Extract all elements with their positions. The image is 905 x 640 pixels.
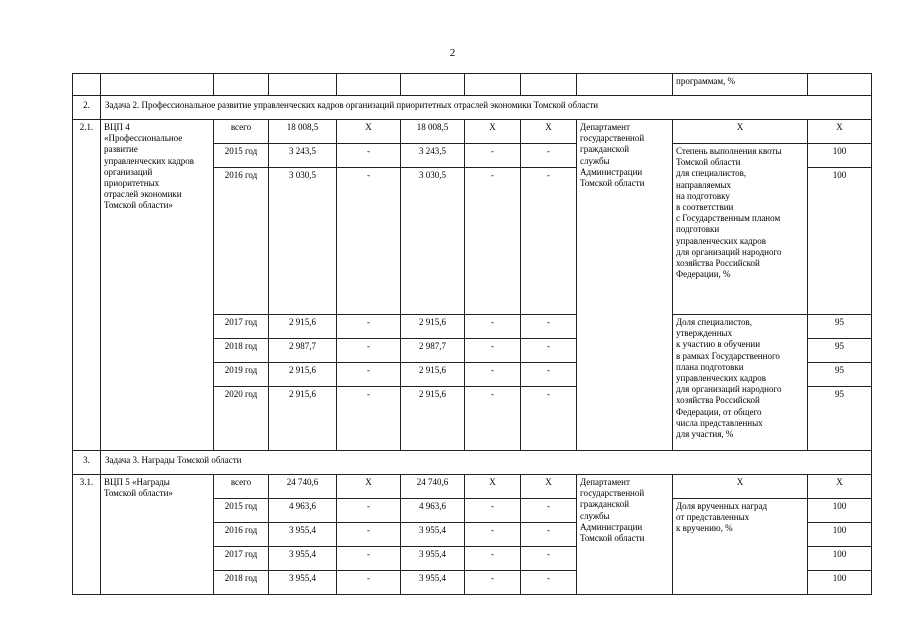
local-cell: - xyxy=(465,363,521,387)
regional-cell: 18 008,5 xyxy=(401,120,465,144)
period-cell: всего xyxy=(214,475,269,499)
total-cell: 2 987,7 xyxy=(269,339,337,363)
extra-cell: X xyxy=(521,120,577,144)
extra-cell: - xyxy=(521,387,577,451)
task-row xyxy=(73,96,872,120)
local-cell: - xyxy=(465,547,521,571)
task-title: Задача 2. Профессиональное развитие управленческих кадров организаций приоритетных отраслей экономики Томской области xyxy=(101,96,872,120)
indicator-cell: X xyxy=(673,120,808,144)
period-cell: 2015 год xyxy=(214,144,269,168)
regional-cell: 3 243,5 xyxy=(401,144,465,168)
executor-cell: Департамент государственной гражданской службы Администрации Томской области xyxy=(577,120,673,451)
extra-cell: - xyxy=(521,315,577,339)
period-cell: 2018 год xyxy=(214,571,269,595)
total-cell: 3 955,4 xyxy=(269,547,337,571)
task-number: 3. xyxy=(73,451,101,475)
page-number: 2 xyxy=(449,47,456,59)
indicator-value: 100 xyxy=(808,571,872,595)
local-cell: - xyxy=(465,168,521,315)
extra-cell: - xyxy=(521,363,577,387)
period-cell: 2015 год xyxy=(214,499,269,523)
period-cell: 2018 год xyxy=(214,339,269,363)
program-number: 2.1. xyxy=(73,120,101,451)
period-cell: 2019 год xyxy=(214,363,269,387)
regional-cell: 24 740,6 xyxy=(401,475,465,499)
program-number: 3.1. xyxy=(73,475,101,595)
indicator-value: 95 xyxy=(808,387,872,451)
program-name: ВЦП 4 «Профессиональное развитие управленческих кадров организаций приоритетных отраслей экономики Томской области» xyxy=(101,120,214,451)
federal-cell: - xyxy=(337,144,401,168)
task-title: Задача 3. Награды Томской области xyxy=(101,451,872,475)
extra-cell: X xyxy=(521,475,577,499)
total-cell: 3 955,4 xyxy=(269,523,337,547)
total-cell: 4 963,6 xyxy=(269,499,337,523)
regional-cell: 2 915,6 xyxy=(401,363,465,387)
federal-cell: - xyxy=(337,547,401,571)
local-cell: - xyxy=(465,315,521,339)
extra-cell: - xyxy=(521,144,577,168)
local-cell: X xyxy=(465,475,521,499)
period-cell: 2016 год xyxy=(214,523,269,547)
indicator-value: 100 xyxy=(808,523,872,547)
table-row xyxy=(73,120,872,144)
total-cell: 3 030,5 xyxy=(269,168,337,315)
extra-cell: - xyxy=(521,523,577,547)
task-number: 2. xyxy=(73,96,101,120)
indicator-cell: программам, % xyxy=(673,74,808,96)
total-cell: 3 955,4 xyxy=(269,571,337,595)
local-cell: X xyxy=(465,120,521,144)
total-cell: 24 740,6 xyxy=(269,475,337,499)
indicator-value: 100 xyxy=(808,547,872,571)
period-cell: 2017 год xyxy=(214,315,269,339)
period-cell: 2016 год xyxy=(214,168,269,315)
regional-cell: 2 915,6 xyxy=(401,315,465,339)
indicator-cell: Степень выполнения квоты Томской области для специалистов, направляемых на подготовку в соответствии с Государственным планом подготовки управленческих кадров для организаций народного хозяйства Российской Федерации, % xyxy=(673,144,808,315)
indicator-value: X xyxy=(808,120,872,144)
federal-cell: - xyxy=(337,523,401,547)
total-cell: 2 915,6 xyxy=(269,387,337,451)
local-cell: - xyxy=(465,387,521,451)
total-cell: 2 915,6 xyxy=(269,363,337,387)
federal-cell: X xyxy=(337,120,401,144)
table-row xyxy=(73,475,872,499)
federal-cell: - xyxy=(337,315,401,339)
regional-cell: 3 955,4 xyxy=(401,571,465,595)
regional-cell: 3 030,5 xyxy=(401,168,465,315)
program-name: ВЦП 5 «Награды Томской области» xyxy=(101,475,214,595)
federal-cell: - xyxy=(337,499,401,523)
extra-cell: - xyxy=(521,547,577,571)
total-cell: 2 915,6 xyxy=(269,315,337,339)
indicator-value: 95 xyxy=(808,363,872,387)
indicator-value: 100 xyxy=(808,499,872,523)
local-cell: - xyxy=(465,571,521,595)
table-row xyxy=(73,74,872,96)
indicator-value: 100 xyxy=(808,144,872,168)
local-cell: - xyxy=(465,339,521,363)
federal-cell: - xyxy=(337,168,401,315)
federal-cell: - xyxy=(337,339,401,363)
local-cell: - xyxy=(465,499,521,523)
extra-cell: - xyxy=(521,571,577,595)
regional-cell: 4 963,6 xyxy=(401,499,465,523)
total-cell: 18 008,5 xyxy=(269,120,337,144)
indicator-cell: X xyxy=(673,475,808,499)
task-row xyxy=(73,451,872,475)
indicator-cell: Доля специалистов, утвержденных к участию в обучении в рамках Государственного плана подготовки управленческих кадров для организаций народного хозяйства Российской Федерации, от общего числа представленных для участия, % xyxy=(673,315,808,451)
indicator-value: 100 xyxy=(808,168,872,315)
program-table xyxy=(72,73,872,595)
federal-cell: - xyxy=(337,363,401,387)
federal-cell: - xyxy=(337,387,401,451)
extra-cell: - xyxy=(521,168,577,315)
executor-cell: Департамент государственной гражданской службы Администрации Томской области xyxy=(577,475,673,595)
period-cell: 2017 год xyxy=(214,547,269,571)
period-cell: 2020 год xyxy=(214,387,269,451)
indicator-value: 95 xyxy=(808,339,872,363)
extra-cell: - xyxy=(521,499,577,523)
regional-cell: 2 987,7 xyxy=(401,339,465,363)
federal-cell: X xyxy=(337,475,401,499)
local-cell: - xyxy=(465,523,521,547)
federal-cell: - xyxy=(337,571,401,595)
indicator-cell: Доля врученных наград от представленных к вручению, % xyxy=(673,499,808,595)
regional-cell: 3 955,4 xyxy=(401,523,465,547)
indicator-value: X xyxy=(808,475,872,499)
total-cell: 3 243,5 xyxy=(269,144,337,168)
regional-cell: 2 915,6 xyxy=(401,387,465,451)
local-cell: - xyxy=(465,144,521,168)
extra-cell: - xyxy=(521,339,577,363)
indicator-value: 95 xyxy=(808,315,872,339)
period-cell: всего xyxy=(214,120,269,144)
regional-cell: 3 955,4 xyxy=(401,547,465,571)
